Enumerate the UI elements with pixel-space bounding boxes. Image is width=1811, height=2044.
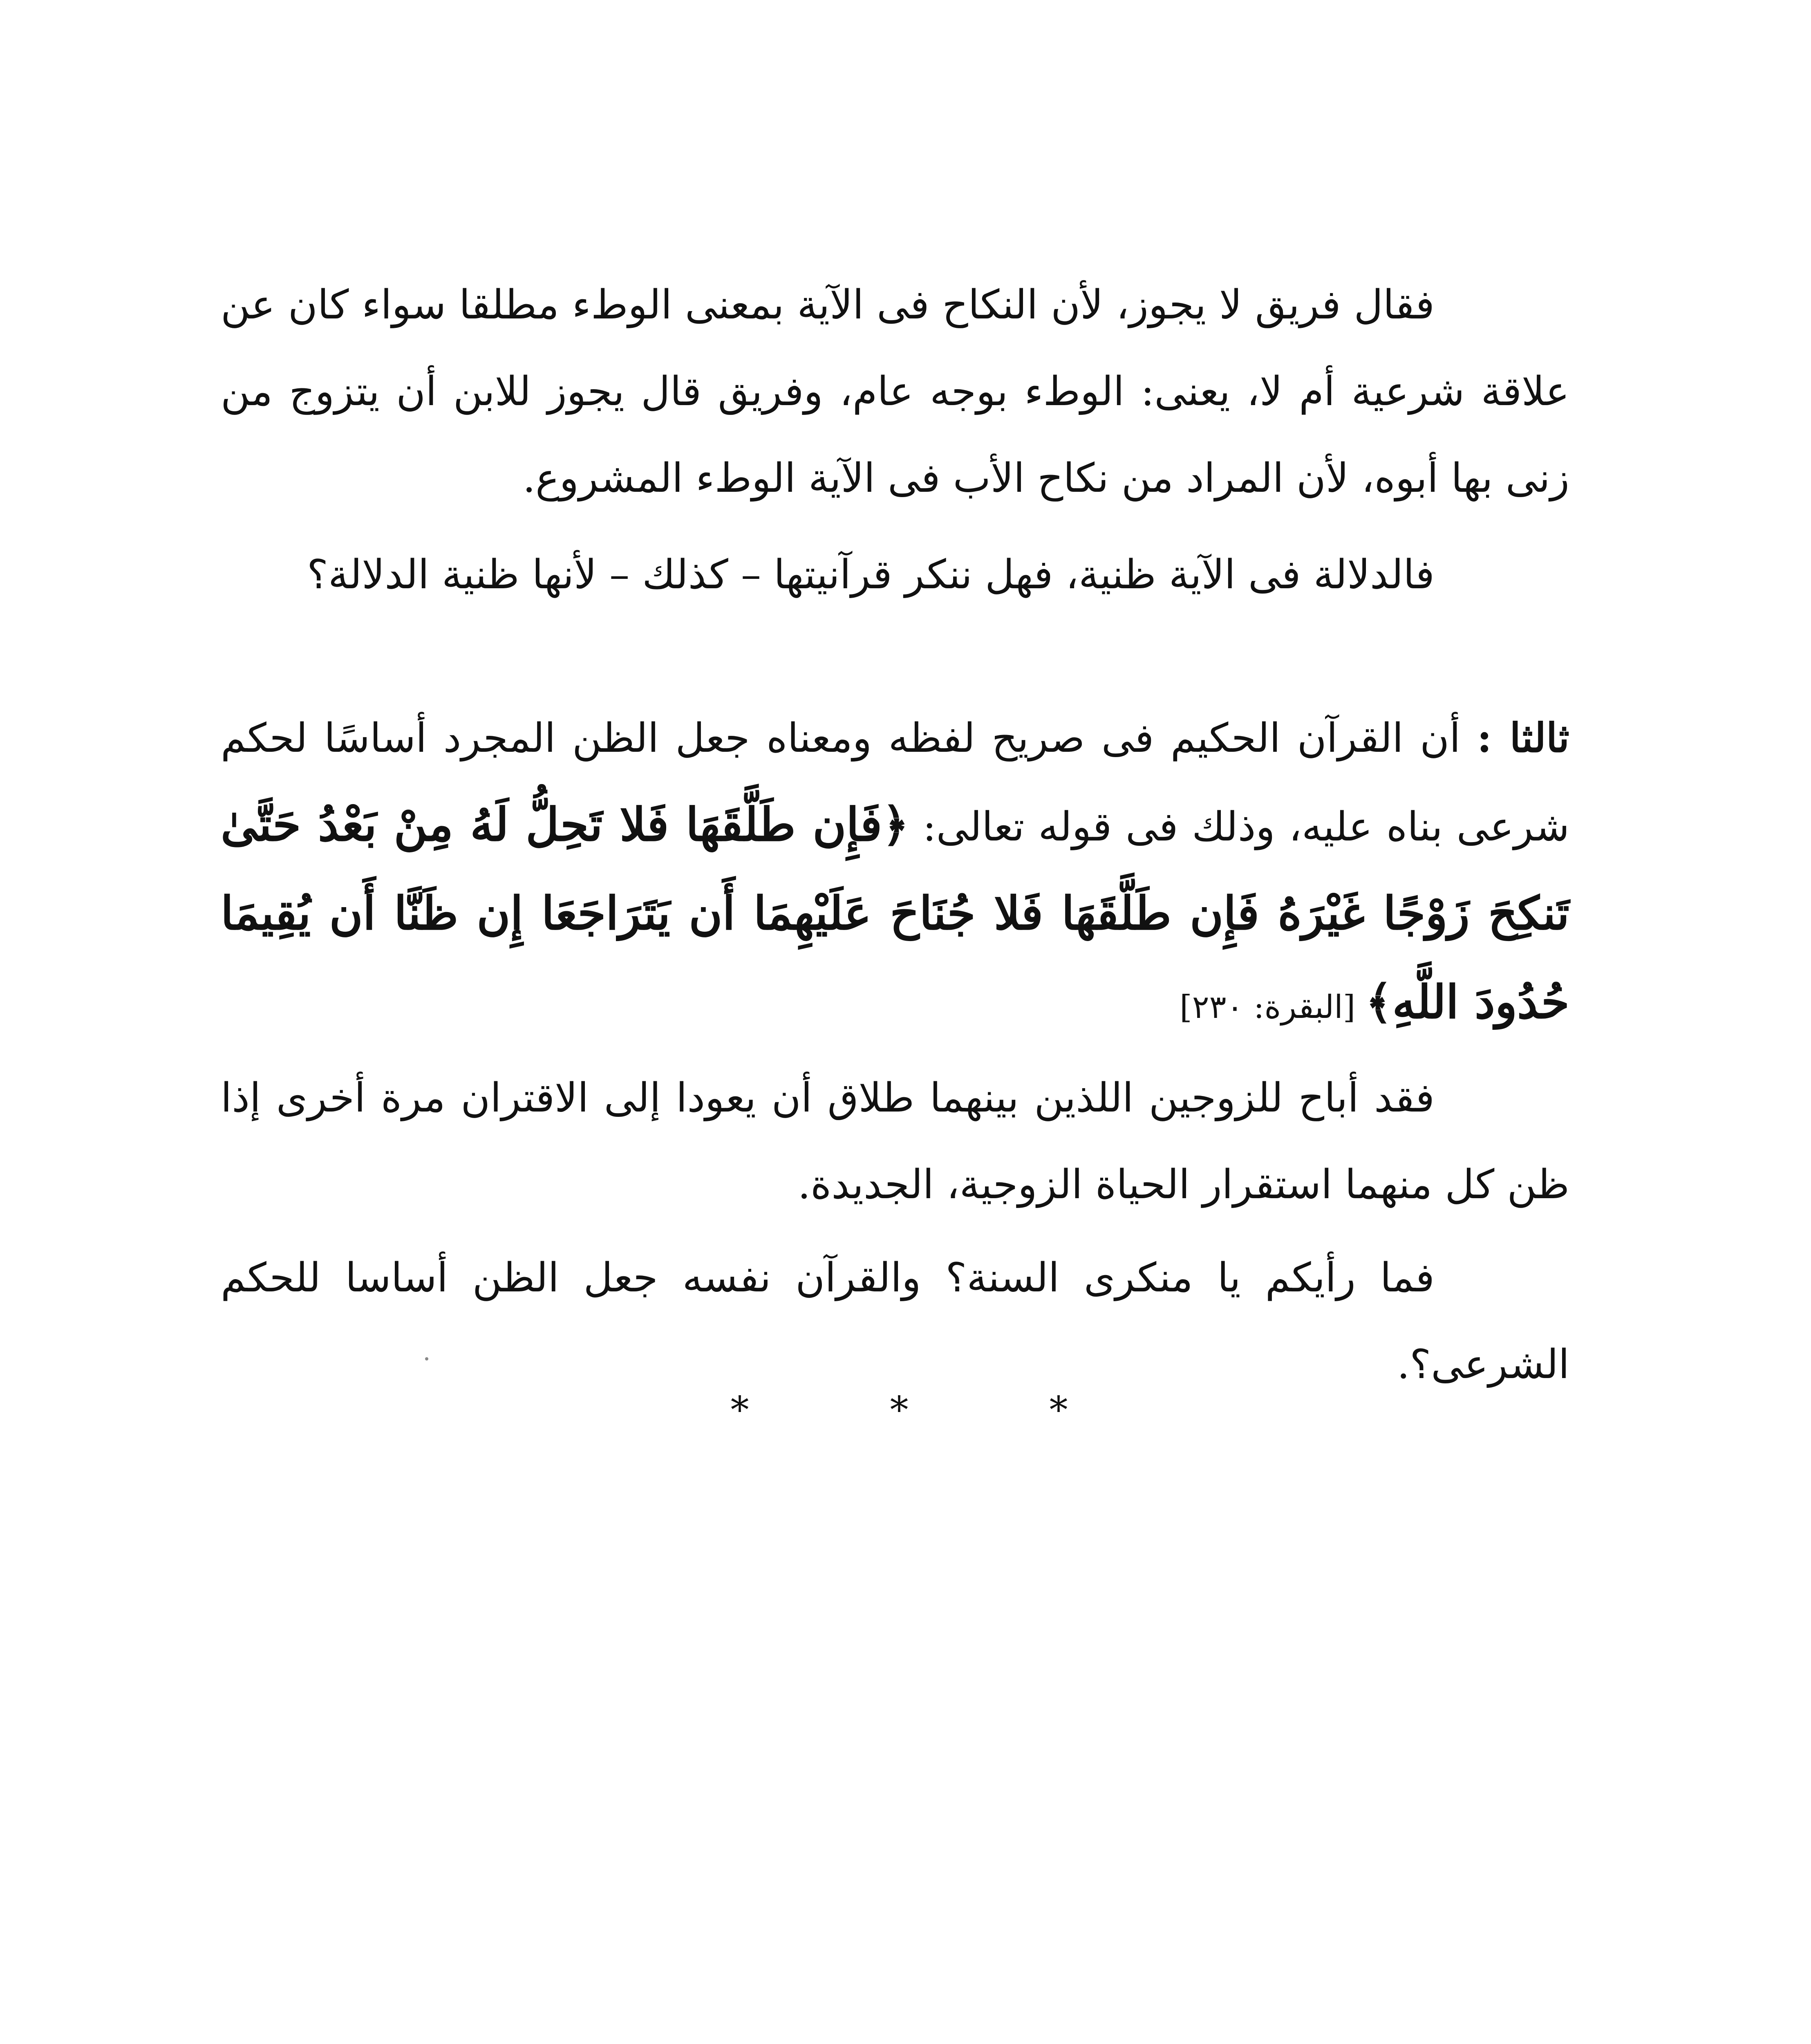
separator-star-icon: * xyxy=(730,1389,749,1432)
paragraph-2: فالدلالة فى الآية ظنية، فهل ننكر قرآنيتها – كذلك – لأنها ظنية الدلالة؟ xyxy=(307,551,1435,598)
separator-star-icon: * xyxy=(890,1389,909,1432)
paragraph-3-lead: ثالثا : xyxy=(1477,715,1569,762)
paragraph-3 xyxy=(221,695,1569,1051)
paragraph-1: فقال فريق لا يجوز، لأن النكاح فى الآية بمعنى الوطء مطلقا سواء كان عن علاقة شرعية أم لا، يعنى: الوطء بوجه عام، وفريق قال يجوز للابن أن يتزوج من زنى بها أبوه، لأن المراد من نكاح الأب فى الآية الوطء المشروع. xyxy=(221,282,1569,502)
verse-reference: [البقرة: ٢٣٠] xyxy=(1180,989,1366,1026)
quran-verse: ﴿فَإِن طَلَّقَهَا فَلا تَحِلُّ لَهُ مِنْ بَعْدُ حَتَّىٰ تَنكِحَ زَوْجًا غَيْرَهُ فَإِن طَلَّقَهَا فَلا جُنَاحَ عَلَيْهِمَا أَن يَتَرَاجَعَا إِن ظَنَّا أَن يُقِيمَا حُدُودَ اللَّهِ﴾ xyxy=(221,798,1570,1029)
paragraph-4: فقد أباح للزوجين اللذين بينهما طلاق أن يعودا إلى الاقتران مرة أخرى إذا ظن كل منهما استقرار الحياة الزوجية، الجديدة. xyxy=(221,1075,1569,1208)
paragraph-3-text: أن القرآن الحكيم فى صريح لفظه ومعناه جعل الظن المجرد أساسًا لحكم شرعى بناه عليه، وذلك فى قوله تعالى: xyxy=(221,715,1569,850)
paragraph-5: فما رأيكم يا منكرى السنة؟ والقرآن نفسه جعل الظن أساسا للحكم الشرعى؟. xyxy=(221,1255,1569,1388)
section-separator xyxy=(715,1386,1083,1435)
print-speck xyxy=(425,1357,428,1360)
separator-star-icon: * xyxy=(1049,1389,1068,1432)
